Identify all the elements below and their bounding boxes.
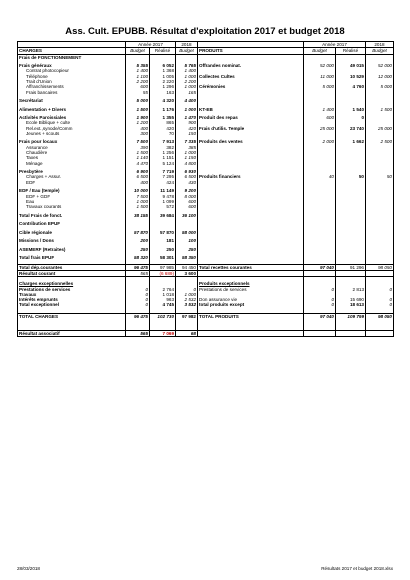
total-depenses-budget-2018: 94 450: [176, 264, 198, 270]
total-charges-budget-2018: 97 982: [176, 314, 198, 320]
produit-label: Frais d'utilis. Temple: [198, 126, 304, 131]
charge-budget-2017: 10 000: [126, 188, 150, 193]
produit-label: Cérémonies: [198, 84, 304, 89]
total-charges-budget: 96 475: [126, 314, 150, 320]
charge-budget-2017: 400: [126, 126, 150, 131]
charge-realise-2017: 6 052: [150, 63, 176, 68]
page-title: Ass. Cult. EPUBB. Résultat d'exploitation 2017 et budget 2018: [65, 26, 345, 37]
resultat-associatif-budget: 565: [126, 330, 150, 336]
exceptional-produit-budget: 0: [304, 287, 336, 292]
produit-realise-2017: 4 760: [336, 84, 366, 89]
exceptional-charge-budget-2018: 2 532: [176, 297, 198, 302]
resultat-associatif-label: Résultat associatif: [18, 330, 126, 336]
line-item-label: Charges + Assur.: [18, 174, 126, 179]
charge-budget-2017: 250: [126, 247, 150, 252]
header-year-2017-left: Année 2017: [126, 42, 176, 48]
exceptional-charge-realise: 2 764: [150, 287, 176, 292]
total-depenses-realise: 97 985: [150, 264, 176, 270]
produit-budget-2017: 1 400: [304, 107, 336, 112]
category-label: Missions / Dons: [18, 238, 126, 243]
total-produits-realise: 109 799: [336, 314, 366, 320]
exceptional-produit-budget: 0: [304, 297, 336, 302]
charge-budget-2017: 58 320: [126, 255, 150, 260]
produit-label: Collectes Cultes: [198, 74, 304, 79]
exceptional-charge-realise: 963: [150, 297, 176, 302]
charge-budget-2018: 6 500: [176, 174, 198, 179]
exceptional-charge-budget-2018: 1 000: [176, 292, 198, 297]
charge-realise-2017: 7 719: [150, 169, 176, 174]
charge-realise-2017: 865: [150, 120, 176, 125]
produit-budget-2017: 11 000: [304, 74, 336, 79]
produits-exceptionnels-heading: Produits exceptionnels: [198, 277, 304, 287]
line-item-label: Jeunes + scouts: [18, 131, 126, 136]
category-label: Cible régionale: [18, 230, 126, 235]
header-produits: PRODUITS: [198, 48, 304, 54]
charges-exceptionnelles-heading: Charges exceptionnelles: [18, 277, 126, 287]
line-item-label: Affranchissements: [18, 84, 126, 89]
charge-budget-2018: 4 400: [176, 98, 198, 103]
charge-realise-2017: 1 256: [150, 150, 176, 155]
footer-date: 28/03/2018: [17, 566, 40, 571]
exceptional-produit-label: Prestations de services: [198, 287, 304, 292]
produit-label: KT-EB: [198, 107, 304, 112]
category-label: EDF / Eau (temple): [18, 188, 126, 193]
line-item-label: Frais bancaires: [18, 90, 126, 95]
final-section: [18, 314, 394, 337]
charge-budget-2017: 6 900: [126, 169, 150, 174]
exceptional-header-row: [18, 277, 394, 287]
resultat-courant-label: Résultat courant: [18, 270, 126, 276]
charge-budget-2018: 600: [176, 204, 198, 209]
charge-budget-2018: 420: [176, 126, 198, 131]
charge-budget-2018: 5 765: [176, 63, 198, 68]
line-item-label: EDF + GDF: [18, 194, 126, 199]
charge-realise-2017: 163: [150, 90, 176, 95]
charge-budget-2018: 6 930: [176, 169, 198, 174]
produit-budget-2018: 52 000: [366, 63, 394, 68]
charge-budget-2017: 1 100: [126, 74, 150, 79]
exceptional-produit-budget-2018: 0: [366, 302, 394, 307]
line-item-label: Téléphone: [18, 74, 126, 79]
category-label: Presbytère: [18, 169, 126, 174]
charge-budget-2017: 57 870: [126, 230, 150, 235]
summary-section: [18, 264, 394, 277]
charge-budget-2017: 200: [126, 238, 150, 243]
header-year-2018-left: 2018: [176, 42, 198, 48]
charge-budget-2017: 7 500: [126, 194, 150, 199]
charge-budget-2017: 1 500: [126, 107, 150, 112]
resultat-associatif-row: [18, 330, 394, 336]
line-item-label: EDF: [18, 180, 126, 185]
header-year-2018-right: 2018: [366, 42, 394, 48]
produit-realise-2017: 1 540: [336, 107, 366, 112]
exceptional-charge-label: Travaux: [18, 292, 126, 297]
charge-budget-2018: 1 150: [176, 155, 198, 160]
produit-budget-2018: 2 500: [366, 139, 394, 144]
produit-label: Produit des repas: [198, 115, 304, 120]
total-produits-budget: 97 040: [304, 314, 336, 320]
line-item-label: Travaux courants: [18, 204, 126, 209]
exceptional-produit-realise: 18 613: [336, 302, 366, 307]
exceptional-produit-realise: 15 690: [336, 297, 366, 302]
total-produits-budget-2018: 98 050: [366, 314, 394, 320]
charge-budget-2018: 1 000: [176, 74, 198, 79]
total-recettes-budget: 97 040: [304, 264, 336, 270]
resultat-associatif-realise: 7 069: [150, 330, 176, 336]
produit-realise-2017: 50: [336, 174, 366, 179]
charge-budget-2018: 1 000: [176, 84, 198, 89]
category-label: Secrétariat: [18, 98, 126, 103]
charge-budget-2018: 58 350: [176, 255, 198, 260]
charge-budget-2018: 1 470: [176, 115, 198, 120]
charge-realise-2017: 5 124: [150, 161, 176, 166]
header-budget: Budget: [366, 48, 394, 54]
charge-budget-2017: 1 200: [126, 120, 150, 125]
charge-budget-2018: 1 400: [176, 68, 198, 73]
exceptional-produit-budget-2018: 0: [366, 287, 394, 292]
produit-label: Produits des ventes: [198, 139, 304, 144]
charge-realise-2017: 1 005: [150, 74, 176, 79]
exceptional-charge-realise: 4 745: [150, 302, 176, 307]
produit-label: Produits financiers: [198, 174, 304, 179]
charge-budget-2018: 150: [176, 131, 198, 136]
charge-budget-2017: 1 500: [126, 204, 150, 209]
category-label: Total frais EPUF: [18, 255, 126, 260]
line-item-label: Contrat photocopieur: [18, 68, 126, 73]
charge-budget-2018: 7 335: [176, 139, 198, 144]
charge-budget-2017: 600: [126, 84, 150, 89]
category-label: Total Frais de fonct.: [18, 213, 126, 218]
charge-budget-2017: 4 470: [126, 161, 150, 166]
charge-realise-2017: 11 149: [150, 188, 176, 193]
header-budget: Budget: [304, 48, 336, 54]
total-depenses-budget: 96 475: [126, 264, 150, 270]
exceptional-charge-realise: 1 018: [150, 292, 176, 297]
category-label: Alimentation + Divers: [18, 107, 126, 112]
total-recettes-realise: 91 296: [336, 264, 366, 270]
charge-realise-2017: 1 151: [150, 155, 176, 160]
produit-realise-2017: 10 529: [336, 74, 366, 79]
charge-budget-2018: 600: [176, 199, 198, 204]
total-charges-label: TOTAL CHARGES: [18, 314, 126, 320]
charge-budget-2017: 1 900: [126, 115, 150, 120]
charge-realise-2017: 1 099: [150, 199, 176, 204]
produit-budget-2017: 40: [304, 174, 336, 179]
exceptional-produit-budget-2018: 0: [366, 297, 394, 302]
budget-table: [17, 41, 394, 337]
charge-realise-2017: 181: [150, 238, 176, 243]
produit-label: Offrandes nominat.: [198, 63, 304, 68]
header-budget: Budget: [176, 48, 198, 54]
produit-realise-2017: 1 662: [336, 139, 366, 144]
produit-budget-2018: 50: [366, 174, 394, 179]
header-realise: Réalisé: [336, 48, 366, 54]
charge-realise-2017: 58 301: [150, 255, 176, 260]
charge-budget-2017: 2 200: [126, 79, 150, 84]
section-heading: Frais de FONCTIONNEMENT: [18, 54, 126, 60]
charge-budget-2018: 430: [176, 180, 198, 185]
charge-realise-2017: 1 355: [150, 115, 176, 120]
charge-budget-2018: 58 000: [176, 230, 198, 235]
total-recettes-label: Total recettes courantes: [198, 264, 304, 270]
charge-budget-2018: 900: [176, 120, 198, 125]
line-item-label: Rel.ext.,synode/Comm: [18, 126, 126, 131]
charge-budget-2017: 38 155: [126, 213, 150, 218]
produit-realise-2017: 49 015: [336, 63, 366, 68]
charge-realise-2017: 1 296: [150, 84, 176, 89]
charge-budget-2018: 165: [176, 90, 198, 95]
charge-budget-2018: 1 000: [176, 107, 198, 112]
charge-budget-2018: 100: [176, 238, 198, 243]
charge-budget-2018: 250: [176, 247, 198, 252]
charge-realise-2017: 1 368: [150, 68, 176, 73]
charge-budget-2017: 55: [126, 90, 150, 95]
charge-budget-2017: 1 500: [126, 150, 150, 155]
produit-budget-2017: 5 000: [304, 84, 336, 89]
exceptional-charge-budget: 0: [126, 302, 150, 307]
charge-budget-2017: 7 500: [126, 139, 150, 144]
produit-budget-2018: 12 000: [366, 74, 394, 79]
charge-budget-2017: 390: [126, 145, 150, 150]
category-label: Frais pour locaux: [18, 139, 126, 144]
exceptional-charge-budget-2018: 3 532: [176, 302, 198, 307]
produit-budget-2017: 25 000: [304, 126, 336, 131]
exceptional-charge-budget-2018: 0: [176, 287, 198, 292]
header-realise: Réalisé: [150, 48, 176, 54]
charge-realise-2017: 4 320: [150, 98, 176, 103]
exceptional-charge-budget: 0: [126, 287, 150, 292]
charge-realise-2017: 9 478: [150, 194, 176, 199]
produit-budget-2018: 25 000: [366, 126, 394, 131]
category-label: Activités Paroissiales: [18, 115, 126, 120]
charge-budget-2018: 2 200: [176, 79, 198, 84]
charge-budget-2018: 4 800: [176, 161, 198, 166]
charge-budget-2018: 385: [176, 145, 198, 150]
resultat-courant-realise: (6 689): [150, 270, 176, 276]
produit-budget-2018: 1 500: [366, 107, 394, 112]
charge-realise-2017: 2 220: [150, 79, 176, 84]
total-produits-label: TOTAL PRODUITS: [198, 314, 304, 320]
charge-budget-2017: 300: [126, 131, 150, 136]
charge-realise-2017: 1 176: [150, 107, 176, 112]
charge-budget-2018: 1 000: [176, 150, 198, 155]
exceptional-produit-label: total produits except: [198, 302, 304, 307]
charge-budget-2017: 6 500: [126, 174, 150, 179]
produit-budget-2017: 600: [304, 115, 336, 120]
charge-realise-2017: 7 913: [150, 139, 176, 144]
exceptional-produit-label: Don assurance vie: [198, 297, 304, 302]
charge-budget-2018: 9 200: [176, 188, 198, 193]
total-charges-realise: 102 730: [150, 314, 176, 320]
line-item-label: Eau: [18, 199, 126, 204]
produit-budget-2017: 2 000: [304, 139, 336, 144]
exceptional-charge-label: Total exceptionnel: [18, 302, 126, 307]
line-item-label: Trait d'Union: [18, 79, 126, 84]
charge-realise-2017: 424: [150, 180, 176, 185]
charge-realise-2017: 250: [150, 247, 176, 252]
total-depenses-label: Total dép.courantes: [18, 264, 126, 270]
produit-realise-2017: 23 740: [336, 126, 366, 131]
total-recettes-budget-2018: 98 050: [366, 264, 394, 270]
produit-budget-2018: 5 000: [366, 84, 394, 89]
charge-budget-2018: 36 100: [176, 213, 198, 218]
charge-budget-2017: 5 000: [126, 98, 150, 103]
header-charges: CHARGES: [18, 48, 126, 54]
resultat-courant-budget: 565: [126, 270, 150, 276]
resultat-associatif-budget-2018: 68: [176, 330, 198, 336]
charge-budget-2017: 1 400: [126, 68, 150, 73]
line-item-label: Ecole Biblique + culte: [18, 120, 126, 125]
line-item-label: Chaudière: [18, 150, 126, 155]
charge-realise-2017: 420: [150, 126, 176, 131]
line-item-label: Taxes: [18, 155, 126, 160]
charge-realise-2017: 572: [150, 204, 176, 209]
exceptional-produit-budget: 0: [304, 302, 336, 307]
resultat-courant-budget-2018: 3 600: [176, 270, 198, 276]
exceptional-charge-label: Prestations de services: [18, 287, 126, 292]
charge-budget-2017: 5 355: [126, 63, 150, 68]
produit-budget-2017: 52 000: [304, 63, 336, 68]
charge-budget-2017: 1 140: [126, 155, 150, 160]
charge-budget-2017: 400: [126, 180, 150, 185]
charge-realise-2017: 39 684: [150, 213, 176, 218]
charge-budget-2017: 1 000: [126, 199, 150, 204]
footer-filename: Résultats 2017 et budget 2018.xlsx: [321, 566, 393, 571]
category-label: Frais généraux: [18, 63, 126, 68]
charge-realise-2017: 70: [150, 131, 176, 136]
exceptional-produit-realise: 2 813: [336, 287, 366, 292]
header-year-2017-right: Année 2017: [304, 42, 366, 48]
produit-realise-2017: 0: [336, 115, 366, 120]
exceptional-section: [18, 277, 394, 314]
line-item-label: Ménage: [18, 161, 126, 166]
category-label: ASEMERF (Retraites): [18, 247, 126, 252]
charge-realise-2017: 57 870: [150, 230, 176, 235]
exceptional-charge-budget: 0: [126, 292, 150, 297]
exceptional-charge-label: Intérêts emprunts: [18, 297, 126, 302]
exceptional-charge-budget: 0: [126, 297, 150, 302]
charge-budget-2018: 8 000: [176, 194, 198, 199]
charge-realise-2017: 382: [150, 145, 176, 150]
charge-realise-2017: 7 295: [150, 174, 176, 179]
line-item-label: Assurance: [18, 145, 126, 150]
section-heading: Contribution EPUF: [18, 221, 126, 226]
header-budget: Budget: [126, 48, 150, 54]
